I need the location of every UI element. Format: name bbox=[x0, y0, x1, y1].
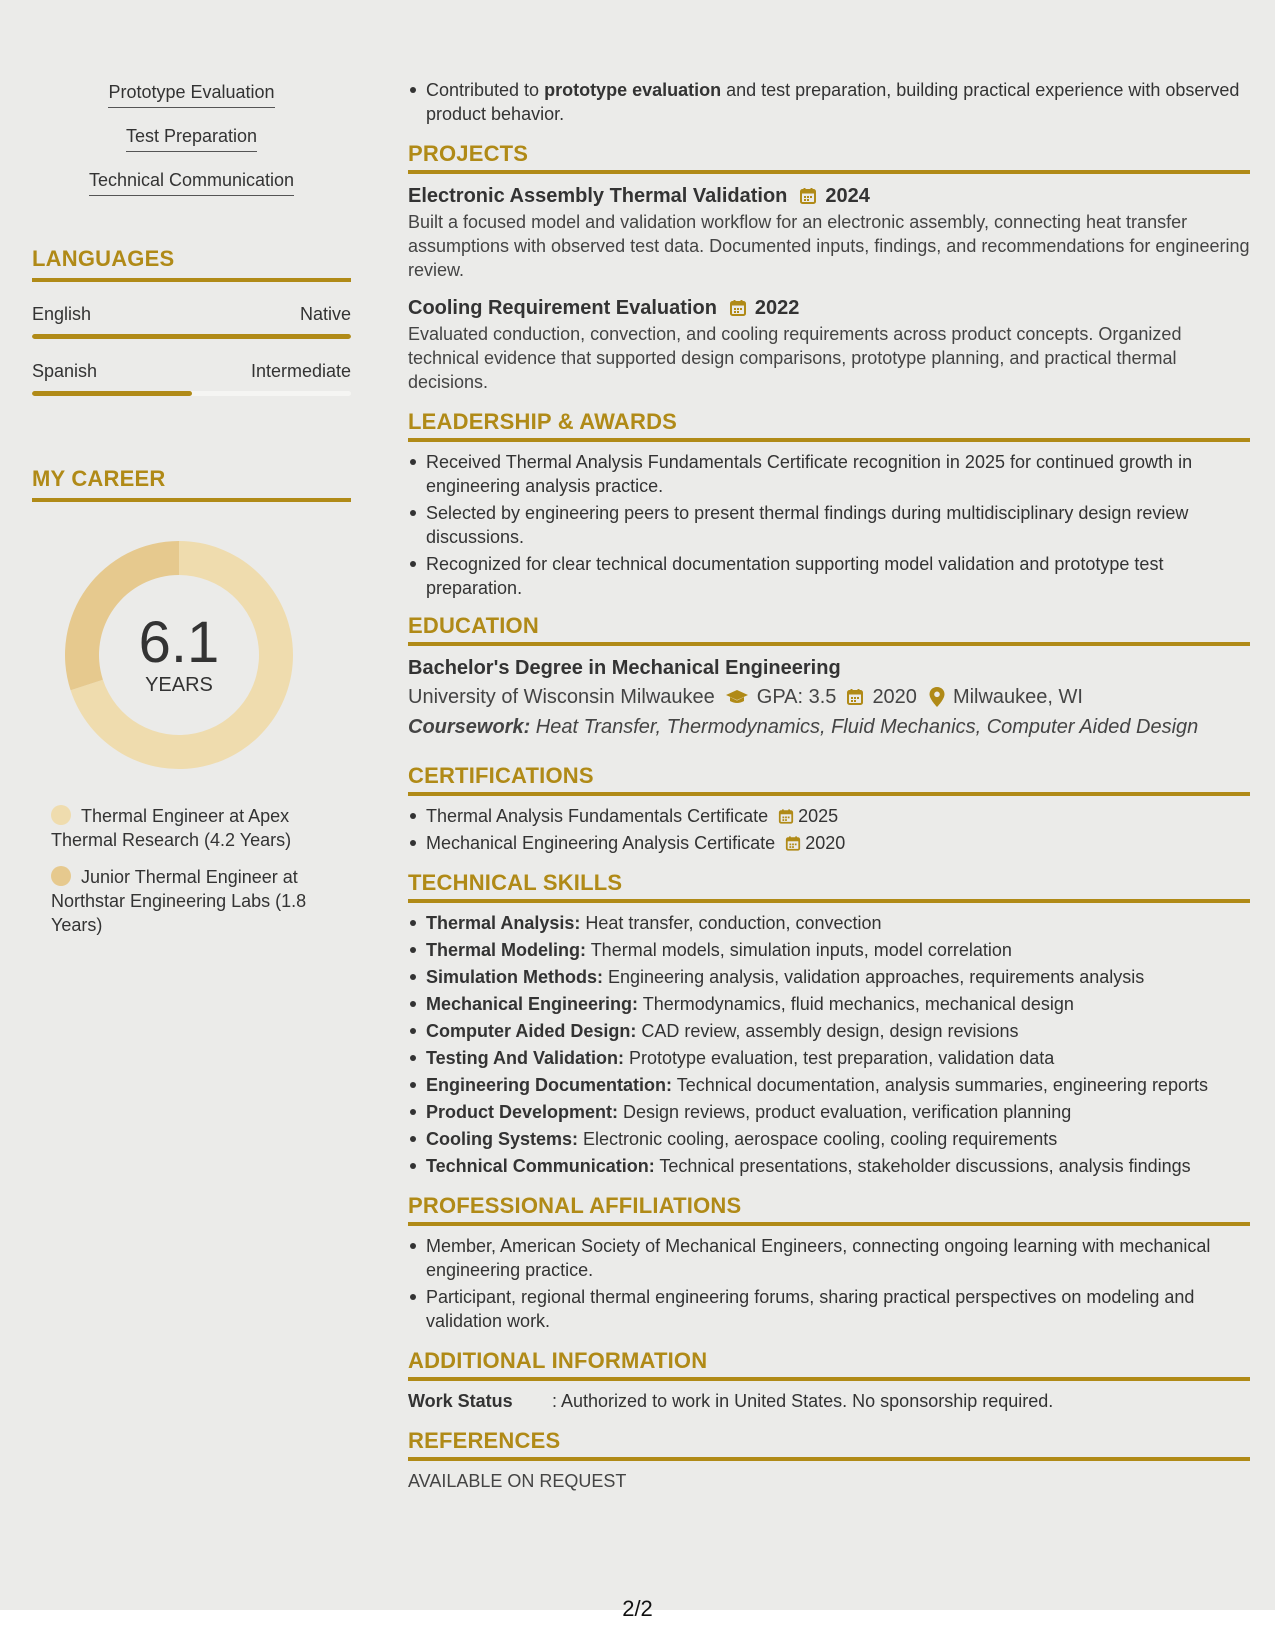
language-level-bar bbox=[32, 391, 351, 396]
leadership-item: Received Thermal Analysis Fundamentals Certificate recognition in 2025 for continued growth in engineering analysis practice. bbox=[408, 450, 1250, 498]
skill-item bbox=[408, 1019, 1250, 1043]
additional-info-heading: ADDITIONAL INFORMATION bbox=[408, 1349, 1250, 1381]
education-gpa: GPA: 3.5 bbox=[756, 686, 837, 708]
education-heading: EDUCATION bbox=[408, 614, 1250, 646]
skill-value: Technical presentations, stakeholder discussions, analysis findings bbox=[654, 1156, 1191, 1176]
skill-item bbox=[408, 1073, 1250, 1097]
skill-value: Heat transfer, conduction, convection bbox=[580, 913, 882, 933]
affiliation-item: Member, American Society of Mechanical Engineers, connecting ongoing learning with mechanical engineering practice. bbox=[408, 1234, 1250, 1282]
language-name: English bbox=[32, 304, 92, 324]
skill-item bbox=[408, 1100, 1250, 1124]
language-item bbox=[32, 361, 351, 396]
skill-tag: Technical Communication bbox=[89, 168, 294, 196]
affiliation-item: Participant, regional thermal engineering forums, sharing practical perspectives on modeling and validation work. bbox=[408, 1285, 1250, 1333]
career-legend-item bbox=[51, 865, 321, 937]
skill-label: Thermal Modeling: bbox=[426, 940, 587, 960]
language-level-fill bbox=[32, 391, 192, 396]
skill-tag-list bbox=[32, 80, 351, 196]
leadership-heading: LEADERSHIP & AWARDS bbox=[408, 410, 1250, 442]
coursework-list: Heat Transfer, Thermodynamics, Fluid Mechanics, Computer Aided Design bbox=[530, 716, 1199, 738]
affiliations-list bbox=[408, 1234, 1250, 1333]
skill-item bbox=[408, 1046, 1250, 1070]
map-pin-icon bbox=[929, 687, 945, 707]
language-name: Spanish bbox=[32, 361, 98, 381]
work-status-value: : Authorized to work in United States. No sponsorship required. bbox=[552, 1391, 1054, 1411]
calendar-icon bbox=[778, 808, 794, 825]
career-legend-label: Thermal Engineer at Apex Thermal Research (4.2 Years) bbox=[51, 806, 292, 850]
legend-dot-icon bbox=[51, 866, 71, 886]
references-heading: REFERENCES bbox=[408, 1429, 1250, 1461]
skill-item bbox=[408, 1127, 1250, 1151]
graduation-cap-icon bbox=[725, 688, 749, 706]
project-title: Electronic Assembly Thermal Validation bbox=[408, 185, 788, 207]
skill-value: Engineering analysis, validation approaches, requirements analysis bbox=[603, 967, 1145, 987]
career-legend bbox=[32, 804, 351, 937]
skill-tag: Test Preparation bbox=[126, 124, 257, 152]
career-heading: MY CAREER bbox=[32, 466, 351, 502]
leadership-list bbox=[408, 450, 1250, 600]
languages-section bbox=[32, 246, 351, 396]
education-location: Milwaukee, WI bbox=[952, 686, 1083, 708]
projects-heading: PROJECTS bbox=[408, 142, 1250, 174]
project-item bbox=[408, 294, 1250, 394]
education-coursework bbox=[408, 712, 1250, 742]
leadership-item: Selected by engineering peers to present thermal findings during multidisciplinary design review discussions. bbox=[408, 501, 1250, 549]
certification-year: 2025 bbox=[798, 806, 839, 826]
skill-item bbox=[408, 938, 1250, 962]
skills-list bbox=[408, 911, 1250, 1178]
calendar-icon bbox=[729, 299, 747, 317]
skill-label: Cooling Systems: bbox=[426, 1129, 579, 1149]
sidebar bbox=[32, 80, 351, 950]
certification-item bbox=[408, 831, 1250, 855]
project-description: Built a focused model and validation workflow for an electronic assembly, connecting heat transfer assumptions with observed test data. Documented inputs, findings, and recommendations for engineering review. bbox=[408, 212, 1250, 280]
calendar-icon bbox=[799, 187, 817, 205]
certification-year: 2020 bbox=[805, 833, 846, 853]
skill-value: Thermodynamics, fluid mechanics, mechanical design bbox=[638, 994, 1074, 1014]
education-school: University of Wisconsin Milwaukee bbox=[408, 686, 715, 708]
project-item bbox=[408, 182, 1250, 282]
certifications-list bbox=[408, 804, 1250, 855]
page-number: 2/2 bbox=[622, 1596, 653, 1621]
work-status-label: Work Status bbox=[408, 1391, 513, 1411]
skill-label: Product Development: bbox=[426, 1102, 619, 1122]
skill-value: Prototype evaluation, test preparation, validation data bbox=[624, 1048, 1055, 1068]
skills-heading: TECHNICAL SKILLS bbox=[408, 871, 1250, 903]
project-year: 2022 bbox=[754, 297, 800, 319]
skill-label: Technical Communication: bbox=[426, 1156, 655, 1176]
bullet-bold-text: prototype evaluation bbox=[544, 80, 722, 100]
skill-item bbox=[408, 965, 1250, 989]
skill-label: Mechanical Engineering: bbox=[426, 994, 639, 1014]
legend-dot-icon bbox=[51, 805, 71, 825]
main-content bbox=[408, 78, 1250, 1493]
certification-name: Mechanical Engineering Analysis Certificate bbox=[426, 833, 776, 853]
skill-value: Design reviews, product evaluation, verification planning bbox=[618, 1102, 1072, 1122]
certification-item bbox=[408, 804, 1250, 828]
skill-label: Simulation Methods: bbox=[426, 967, 603, 987]
career-total-unit: YEARS bbox=[145, 673, 213, 696]
language-item bbox=[32, 304, 351, 339]
certification-name: Thermal Analysis Fundamentals Certificate bbox=[426, 806, 769, 826]
skill-value: Technical documentation, analysis summaries, engineering reports bbox=[672, 1075, 1208, 1095]
coursework-label: Coursework: bbox=[408, 716, 531, 738]
language-level: Native bbox=[299, 304, 351, 324]
bullet-text: Contributed to bbox=[426, 80, 545, 100]
project-year: 2024 bbox=[825, 185, 870, 207]
language-level-fill bbox=[32, 334, 351, 339]
skill-label: Testing And Validation: bbox=[426, 1048, 624, 1068]
affiliations-heading: PROFESSIONAL AFFILIATIONS bbox=[408, 1194, 1250, 1226]
work-status-row bbox=[408, 1389, 1250, 1413]
skill-item bbox=[408, 911, 1250, 935]
project-description: Evaluated conduction, convection, and cooling requirements across product concepts. Organized technical evidence that supported design comparisons, prototype planning, and practical thermal decisions. bbox=[408, 324, 1182, 392]
bullet-text: and test preparation, building practical experience with observed product behavior. bbox=[426, 80, 1240, 124]
education-item bbox=[408, 654, 1250, 742]
skill-label: Computer Aided Design: bbox=[426, 1021, 637, 1041]
career-legend-item bbox=[51, 804, 321, 852]
references-text: AVAILABLE ON REQUEST bbox=[408, 1471, 627, 1491]
career-donut-chart bbox=[64, 540, 294, 770]
skill-value: CAD review, assembly design, design revisions bbox=[636, 1021, 1019, 1041]
education-year: 2020 bbox=[872, 686, 917, 708]
calendar-icon bbox=[785, 835, 801, 852]
languages-heading: LANGUAGES bbox=[32, 246, 351, 282]
certifications-heading: CERTIFICATIONS bbox=[408, 764, 1250, 796]
skill-label: Engineering Documentation: bbox=[426, 1075, 673, 1095]
career-legend-label: Junior Thermal Engineer at Northstar Engineering Labs (1.8 Years) bbox=[51, 867, 307, 935]
skill-tag: Prototype Evaluation bbox=[108, 80, 274, 108]
career-total-value: 6.1 bbox=[138, 609, 220, 675]
language-level: Intermediate bbox=[250, 361, 351, 381]
language-level-bar bbox=[32, 334, 351, 339]
experience-bullet bbox=[408, 78, 1250, 126]
leadership-item: Recognized for clear technical documentation supporting model validation and prototype test preparation. bbox=[408, 552, 1250, 600]
skill-value: Thermal models, simulation inputs, model correlation bbox=[586, 940, 1012, 960]
skill-label: Thermal Analysis: bbox=[426, 913, 581, 933]
career-section bbox=[32, 466, 351, 937]
skill-item bbox=[408, 1154, 1250, 1178]
education-degree: Bachelor's Degree in Mechanical Engineering bbox=[408, 657, 841, 679]
skill-value: Electronic cooling, aerospace cooling, cooling requirements bbox=[578, 1129, 1058, 1149]
skill-item bbox=[408, 992, 1250, 1016]
experience-bullets bbox=[408, 78, 1250, 126]
calendar-icon bbox=[846, 688, 864, 706]
project-title: Cooling Requirement Evaluation bbox=[408, 297, 717, 319]
